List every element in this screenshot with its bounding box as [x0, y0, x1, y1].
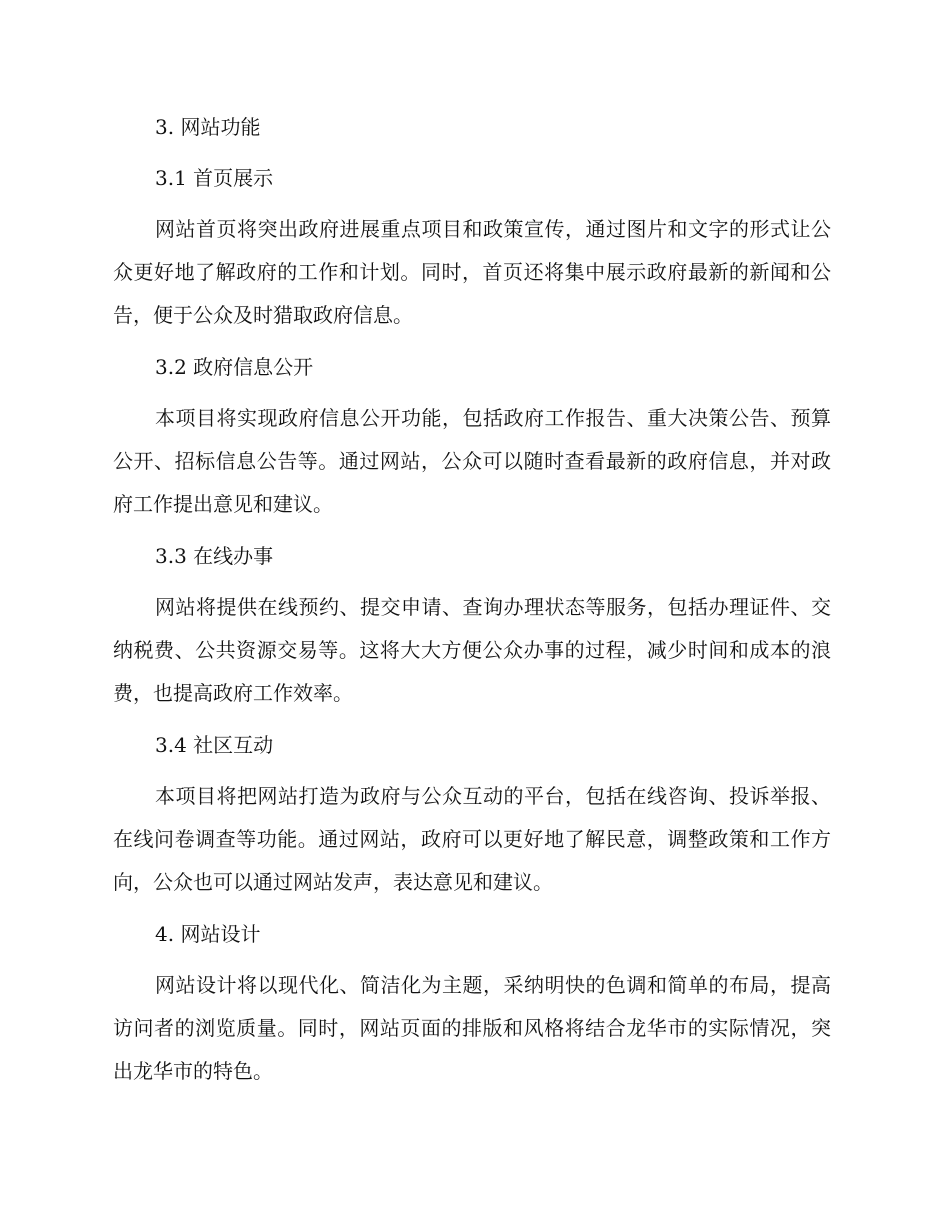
- paragraph-community-interaction: 本项目将把网站打造为政府与公众互动的平台，包括在线咨询、投诉举报、在线问卷调查等功能。通过网站，政府可以更好地了解民意，调整政策和工作方向，公众也可以通过网站发声，表达意见和建议。: [113, 784, 831, 894]
- paragraph-homepage-display: 网站首页将突出政府进展重点项目和政策宣传，通过图片和文字的形式让公众更好地了解政府的工作和计划。同时，首页还将集中展示政府最新的新闻和公告，便于公众及时猎取政府信息。: [113, 217, 831, 327]
- section-heading-online-services: 3.3 在线办事: [155, 544, 274, 568]
- paragraph-government-info-disclosure: 本项目将实现政府信息公开功能，包括政府工作报告、重大决策公告、预算公开、招标信息公告等。通过网站，公众可以随时查看最新的政府信息，并对政府工作提出意见和建议。: [113, 406, 831, 516]
- section-heading-government-info-disclosure: 3.2 政府信息公开: [155, 355, 314, 379]
- document-body: [113, 106, 831, 1102]
- section-heading-community-interaction: 3.4 社区互动: [155, 733, 274, 757]
- paragraph-online-services: 网站将提供在线预约、提交申请、查询办理状态等服务，包括办理证件、交纳税费、公共资源交易等。这将大大方便公众办事的过程，减少时间和成本的浪费，也提高政府工作效率。: [113, 595, 831, 705]
- section-heading-website-functions: 3. 网站功能: [155, 115, 261, 139]
- paragraph-website-design: 网站设计将以现代化、简洁化为主题，采纳明快的色调和简单的布局，提高访问者的浏览质量。同时，网站页面的排版和风格将结合龙华市的实际情况，突出龙华市的特色。: [113, 973, 831, 1083]
- section-heading-website-design: 4. 网站设计: [155, 922, 261, 946]
- section-heading-homepage-display: 3.1 首页展示: [155, 166, 274, 190]
